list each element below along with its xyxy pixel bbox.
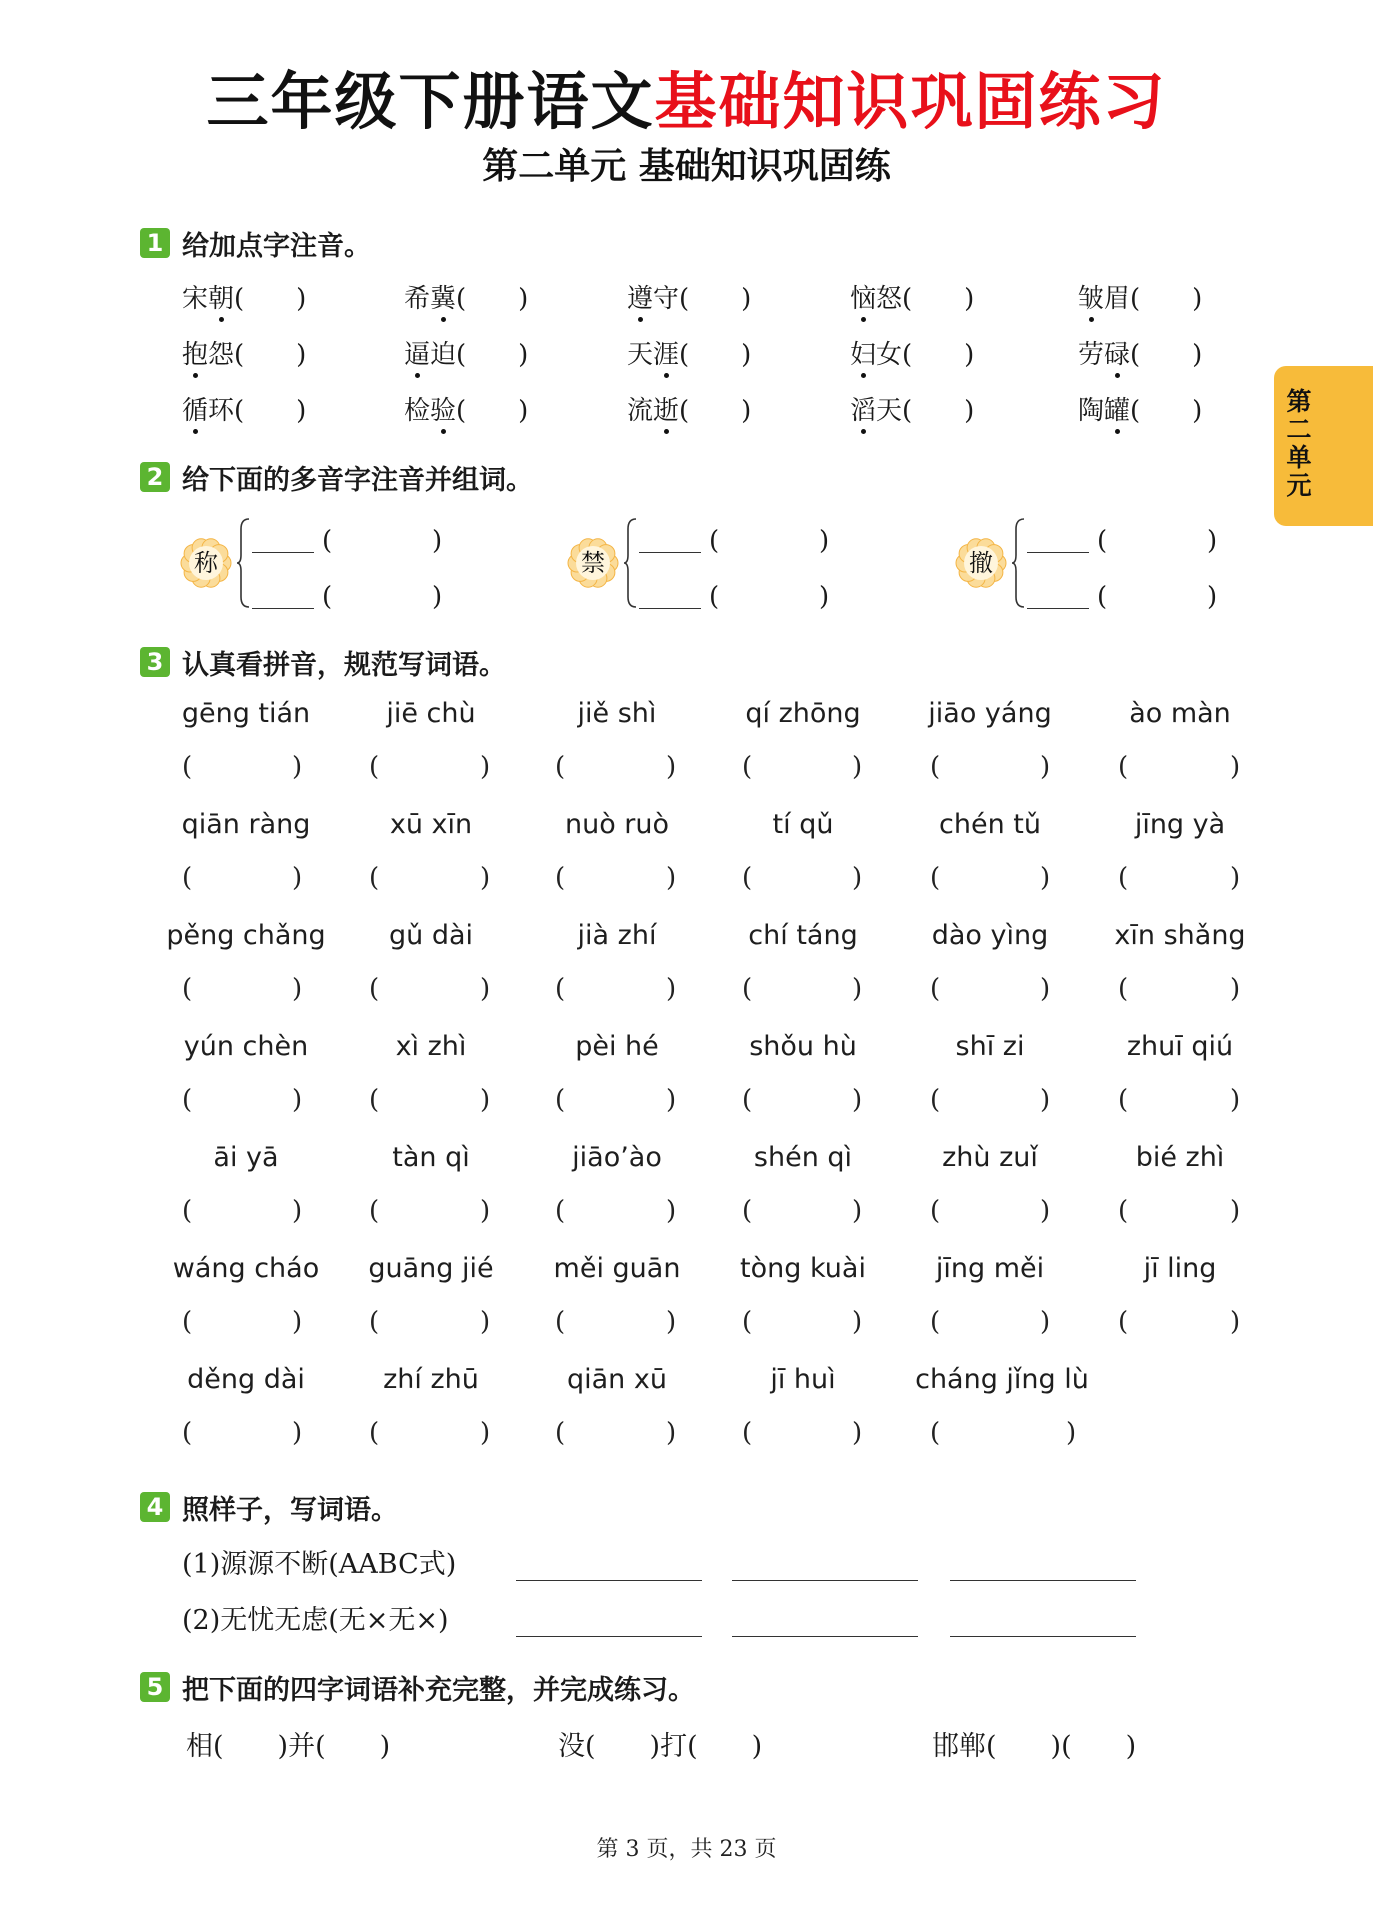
paren-close[interactable]: ) — [666, 1307, 677, 1337]
paren-open[interactable]: ( — [742, 1085, 753, 1115]
section-4-header — [140, 1490, 398, 1524]
paren-close[interactable]: ) — [819, 526, 830, 556]
section-3-header — [140, 645, 506, 679]
paren-close[interactable]: ) — [432, 526, 443, 556]
paren-open[interactable]: ( — [709, 582, 720, 612]
paren-close[interactable]: ) — [852, 1085, 863, 1115]
paren-open[interactable]: ( — [555, 974, 566, 1004]
paren-close[interactable]: ) — [1230, 1307, 1241, 1337]
dotted-char: 逼 — [404, 334, 430, 371]
pinyin-text: pèi hé — [575, 1031, 659, 1062]
q1-word — [404, 390, 528, 427]
pinyin-text: yún chèn — [183, 1031, 309, 1062]
paren-open[interactable]: ( — [555, 752, 566, 782]
pinyin-text: děng dài — [187, 1364, 305, 1395]
unit-side-tab-label: 第二单元 — [1286, 387, 1312, 500]
paren-close[interactable]: ) — [292, 863, 303, 893]
answer-line[interactable] — [516, 1580, 702, 1581]
pinyin-text: zhù zuǐ — [942, 1142, 1038, 1173]
page-number: 第 3 页，共 23 页 — [596, 1837, 777, 1862]
word-blank[interactable] — [252, 608, 314, 609]
dotted-char: 罐 — [1104, 390, 1130, 427]
word-char: 陶 — [1078, 396, 1105, 426]
answer-parentheses[interactable]: ( ) — [234, 396, 307, 426]
paren-open[interactable]: ( — [742, 1307, 753, 1337]
page-subtitle: 第二单元 基础知识巩固练 — [482, 146, 891, 187]
paren-open[interactable]: ( — [742, 1418, 753, 1448]
paren-close[interactable]: ) — [1066, 1418, 1077, 1448]
paren-open[interactable]: ( — [555, 863, 566, 893]
q1-word — [182, 334, 306, 371]
paren-close[interactable]: ) — [852, 1196, 863, 1226]
paren-open[interactable]: ( — [555, 1196, 566, 1226]
curly-brace — [1011, 517, 1025, 609]
answer-line[interactable] — [950, 1636, 1136, 1637]
page-title — [0, 52, 1373, 141]
paren-open[interactable]: ( — [1118, 863, 1129, 893]
paren-close[interactable]: ) — [480, 1307, 491, 1337]
pinyin-text: qiān xū — [567, 1364, 667, 1395]
answer-parentheses[interactable]: ( ) — [679, 396, 752, 426]
paren-close[interactable]: ) — [1040, 863, 1051, 893]
paren-close[interactable]: ) — [1040, 752, 1051, 782]
word-char: 怒 — [876, 284, 903, 314]
paren-close[interactable]: ) — [292, 1418, 303, 1448]
pinyin-text: jiē chù — [386, 698, 476, 729]
paren-open[interactable]: ( — [182, 1085, 193, 1115]
q1-word — [627, 334, 751, 371]
paren-close[interactable]: ) — [1230, 752, 1241, 782]
pinyin-text: xīn shǎng — [1114, 920, 1246, 951]
answer-line[interactable] — [950, 1580, 1136, 1581]
paren-open[interactable]: ( — [555, 1085, 566, 1115]
pinyin-text: měi guān — [553, 1253, 681, 1284]
paren-open[interactable]: ( — [369, 863, 380, 893]
paren-close[interactable]: ) — [666, 1418, 677, 1448]
word-char: 天 — [876, 396, 903, 426]
q1-word — [404, 278, 528, 315]
paren-open[interactable]: ( — [182, 1418, 193, 1448]
pinyin-text: ào màn — [1129, 698, 1231, 729]
answer-parentheses[interactable]: ( ) — [1130, 340, 1203, 370]
pinyin-text: zhuī qiú — [1126, 1031, 1234, 1062]
polyphone-badge — [180, 537, 232, 589]
answer-parentheses[interactable]: ( ) — [679, 284, 752, 314]
pinyin-text: bié zhì — [1135, 1142, 1225, 1173]
pinyin-text: cháng jǐng lù — [915, 1364, 1089, 1395]
paren-close[interactable]: ) — [480, 1418, 491, 1448]
paren-close[interactable]: ) — [852, 1307, 863, 1337]
paren-open[interactable]: ( — [742, 752, 753, 782]
paren-close[interactable]: ) — [852, 863, 863, 893]
dotted-char: 朝 — [208, 278, 234, 315]
word-char: 迫 — [430, 340, 457, 370]
dotted-char: 逝 — [653, 390, 679, 427]
section-number: 5 — [140, 1672, 170, 1702]
q1-word — [1078, 278, 1202, 315]
dotted-char: 妇 — [850, 334, 876, 371]
pinyin-text: tí qǔ — [772, 809, 834, 840]
answer-line[interactable] — [516, 1636, 702, 1637]
section-title: 照样子，写词语。 — [182, 1494, 398, 1526]
paren-open[interactable]: ( — [369, 1085, 380, 1115]
word-char: 女 — [876, 340, 903, 370]
paren-open[interactable]: ( — [742, 863, 753, 893]
paren-close[interactable]: ) — [1040, 974, 1051, 1004]
paren-open[interactable]: ( — [182, 1307, 193, 1337]
paren-close[interactable]: ) — [480, 1085, 491, 1115]
dotted-char: 抱 — [182, 334, 208, 371]
answer-parentheses[interactable]: ( ) — [234, 340, 307, 370]
paren-open[interactable]: ( — [369, 1307, 380, 1337]
paren-close[interactable]: ) — [666, 863, 677, 893]
pinyin-text: guāng jié — [368, 1253, 494, 1284]
word-char: 检 — [404, 396, 431, 426]
q1-word — [627, 278, 751, 315]
paren-open[interactable]: ( — [1118, 1085, 1129, 1115]
pinyin-text: tòng kuài — [740, 1253, 866, 1284]
q1-word — [850, 334, 974, 371]
polyphone-badge — [955, 537, 1007, 589]
paren-open[interactable]: ( — [930, 1196, 941, 1226]
title-black: 三年级下册语文 — [206, 65, 655, 138]
dotted-char: 皱 — [1078, 278, 1104, 315]
pinyin-text: jiāo’ào — [572, 1142, 662, 1173]
pinyin-text: nuò ruò — [564, 809, 670, 840]
paren-open[interactable]: ( — [369, 1418, 380, 1448]
paren-close[interactable]: ) — [1230, 1085, 1241, 1115]
pinyin-text: gǔ dài — [388, 920, 474, 951]
paren-close[interactable]: ) — [432, 582, 443, 612]
paren-open[interactable]: ( — [1118, 1307, 1129, 1337]
word-blank[interactable] — [1027, 608, 1089, 609]
q1-word — [182, 390, 306, 427]
paren-close[interactable]: ) — [292, 1196, 303, 1226]
pinyin-text: jī huì — [770, 1364, 836, 1395]
curly-brace — [236, 517, 250, 609]
answer-parentheses[interactable]: ( ) — [902, 340, 975, 370]
pinyin-text: qí zhōng — [745, 698, 861, 729]
pinyin-text: shī zi — [955, 1031, 1025, 1062]
pinyin-text: āi yā — [213, 1142, 279, 1173]
q1-word — [1078, 390, 1202, 427]
pinyin-text: qiān ràng — [181, 809, 311, 840]
section-title: 给加点字注音。 — [182, 230, 371, 262]
paren-close[interactable]: ) — [852, 752, 863, 782]
q1-word — [182, 278, 306, 315]
polyphone-badge — [567, 537, 619, 589]
paren-open[interactable]: ( — [322, 526, 333, 556]
paren-close[interactable]: ) — [1040, 1085, 1051, 1115]
paren-open[interactable]: ( — [930, 1085, 941, 1115]
q4-line-2: (2)无忧无虑(无×无×) — [182, 1605, 449, 1636]
word-char: 怨 — [208, 340, 235, 370]
paren-close[interactable]: ) — [1040, 1307, 1051, 1337]
paren-open[interactable]: ( — [709, 526, 720, 556]
answer-parentheses[interactable]: ( ) — [902, 396, 975, 426]
paren-open[interactable]: ( — [182, 1196, 193, 1226]
paren-open[interactable]: ( — [930, 863, 941, 893]
paren-open[interactable]: ( — [742, 974, 753, 1004]
pinyin-text: jī ling — [1143, 1253, 1217, 1284]
section-number: 1 — [140, 228, 170, 258]
section-number: 2 — [140, 462, 170, 492]
pinyin-text: wáng cháo — [172, 1253, 320, 1284]
q1-word — [850, 390, 974, 427]
word-char: 宋 — [182, 284, 209, 314]
paren-open[interactable]: ( — [369, 752, 380, 782]
paren-open[interactable]: ( — [369, 974, 380, 1004]
answer-parentheses[interactable]: ( ) — [1130, 396, 1203, 426]
word-blank[interactable] — [252, 552, 314, 553]
dotted-char: 验 — [430, 390, 456, 427]
word-char: 眉 — [1104, 284, 1131, 314]
section-number: 4 — [140, 1492, 170, 1522]
dotted-char: 碌 — [1104, 334, 1130, 371]
pinyin-text: jiě shì — [577, 698, 657, 729]
pinyin-text: shǒu hù — [749, 1031, 857, 1062]
word-char: 环 — [208, 396, 235, 426]
word-char: 希 — [404, 284, 431, 314]
paren-close[interactable]: ) — [666, 974, 677, 1004]
word-char: 天 — [627, 340, 654, 370]
pinyin-text: zhí zhū — [383, 1364, 479, 1395]
paren-open[interactable]: ( — [182, 974, 193, 1004]
pinyin-text: jiāo yáng — [928, 698, 1052, 729]
paren-close[interactable]: ) — [1040, 1196, 1051, 1226]
word-blank[interactable] — [639, 608, 701, 609]
answer-line[interactable] — [732, 1636, 918, 1637]
paren-close[interactable]: ) — [480, 752, 491, 782]
paren-open[interactable]: ( — [322, 582, 333, 612]
paren-close[interactable]: ) — [1207, 526, 1218, 556]
section-title: 给下面的多音字注音并组词。 — [182, 464, 533, 496]
section-2-header — [140, 460, 533, 494]
paren-open[interactable]: ( — [1097, 526, 1108, 556]
dotted-char: 恼 — [850, 278, 876, 315]
answer-parentheses[interactable]: ( ) — [679, 340, 752, 370]
section-number: 3 — [140, 647, 170, 677]
q5-item-1: 相( )并( ) — [186, 1731, 391, 1762]
pinyin-text: xū xīn — [389, 809, 473, 840]
paren-open[interactable]: ( — [182, 863, 193, 893]
paren-open[interactable]: ( — [182, 752, 193, 782]
curly-brace — [623, 517, 637, 609]
pinyin-text: pěng chǎng — [166, 920, 326, 951]
paren-close[interactable]: ) — [1230, 1196, 1241, 1226]
paren-close[interactable]: ) — [480, 1196, 491, 1226]
section-title: 把下面的四字词语补充完整，并完成练习。 — [182, 1674, 695, 1706]
q5-item-2: 没( )打( ) — [558, 1731, 763, 1762]
paren-close[interactable]: ) — [852, 974, 863, 1004]
pinyin-text: chén tǔ — [939, 809, 1041, 840]
paren-open[interactable]: ( — [742, 1196, 753, 1226]
title-red: 基础知识巩固练习 — [654, 65, 1167, 138]
paren-close[interactable]: ) — [1230, 974, 1241, 1004]
answer-parentheses[interactable]: ( ) — [456, 340, 529, 370]
paren-close[interactable]: ) — [852, 1418, 863, 1448]
paren-close[interactable]: ) — [480, 863, 491, 893]
paren-open[interactable]: ( — [930, 1418, 941, 1448]
paren-open[interactable]: ( — [1097, 582, 1108, 612]
dotted-char: 滔 — [850, 390, 876, 427]
paren-open[interactable]: ( — [555, 1307, 566, 1337]
section-5-header — [140, 1670, 695, 1704]
paren-open[interactable]: ( — [930, 1307, 941, 1337]
answer-parentheses[interactable]: ( ) — [1130, 284, 1203, 314]
paren-open[interactable]: ( — [369, 1196, 380, 1226]
pinyin-text: jīng měi — [935, 1253, 1045, 1284]
pinyin-text: tàn qì — [392, 1142, 470, 1173]
paren-open[interactable]: ( — [930, 752, 941, 782]
pinyin-text: dào yìng — [931, 920, 1049, 951]
paren-close[interactable]: ) — [666, 1196, 677, 1226]
paren-close[interactable]: ) — [292, 1307, 303, 1337]
pinyin-text: jià zhí — [577, 920, 657, 951]
word-char: 劳 — [1078, 340, 1105, 370]
paren-open[interactable]: ( — [1118, 974, 1129, 1004]
paren-close[interactable]: ) — [666, 752, 677, 782]
dotted-char: 涯 — [653, 334, 679, 371]
dotted-char: 遵 — [627, 278, 653, 315]
q4-line-1: (1)源源不断(AABC式) — [182, 1549, 457, 1580]
paren-close[interactable]: ) — [666, 1085, 677, 1115]
polyphone-char: 禁 — [581, 549, 605, 577]
q1-word — [850, 278, 974, 315]
paren-close[interactable]: ) — [1207, 582, 1218, 612]
answer-parentheses[interactable]: ( ) — [456, 284, 529, 314]
section-title: 认真看拼音，规范写词语。 — [182, 649, 506, 681]
paren-open[interactable]: ( — [555, 1418, 566, 1448]
word-blank[interactable] — [639, 552, 701, 553]
paren-open[interactable]: ( — [930, 974, 941, 1004]
paren-close[interactable]: ) — [292, 1085, 303, 1115]
paren-close[interactable]: ) — [819, 582, 830, 612]
dotted-char: 循 — [182, 390, 208, 427]
q5-item-3: 邯郸( )( ) — [932, 1731, 1137, 1762]
answer-parentheses[interactable]: ( ) — [456, 396, 529, 426]
word-char: 守 — [653, 284, 680, 314]
answer-line[interactable] — [732, 1580, 918, 1581]
polyphone-char: 称 — [194, 549, 218, 577]
polyphone-char: 撤 — [969, 549, 993, 577]
paren-open[interactable]: ( — [1118, 1196, 1129, 1226]
paren-close[interactable]: ) — [1230, 863, 1241, 893]
pinyin-text: gēng tián — [181, 698, 311, 729]
paren-close[interactable]: ) — [292, 752, 303, 782]
section-1-header — [140, 226, 371, 260]
dotted-char: 冀 — [430, 278, 456, 315]
q1-word — [627, 390, 751, 427]
paren-close[interactable]: ) — [480, 974, 491, 1004]
word-blank[interactable] — [1027, 552, 1089, 553]
paren-open[interactable]: ( — [1118, 752, 1129, 782]
word-char: 流 — [627, 396, 654, 426]
paren-close[interactable]: ) — [292, 974, 303, 1004]
q1-word — [404, 334, 528, 371]
pinyin-text: jīng yà — [1134, 809, 1226, 840]
answer-parentheses[interactable]: ( ) — [902, 284, 975, 314]
pinyin-text: xì zhì — [395, 1031, 467, 1062]
pinyin-text: shén qì — [753, 1142, 853, 1173]
answer-parentheses[interactable]: ( ) — [234, 284, 307, 314]
pinyin-text: chí táng — [748, 920, 858, 951]
q1-word — [1078, 334, 1202, 371]
